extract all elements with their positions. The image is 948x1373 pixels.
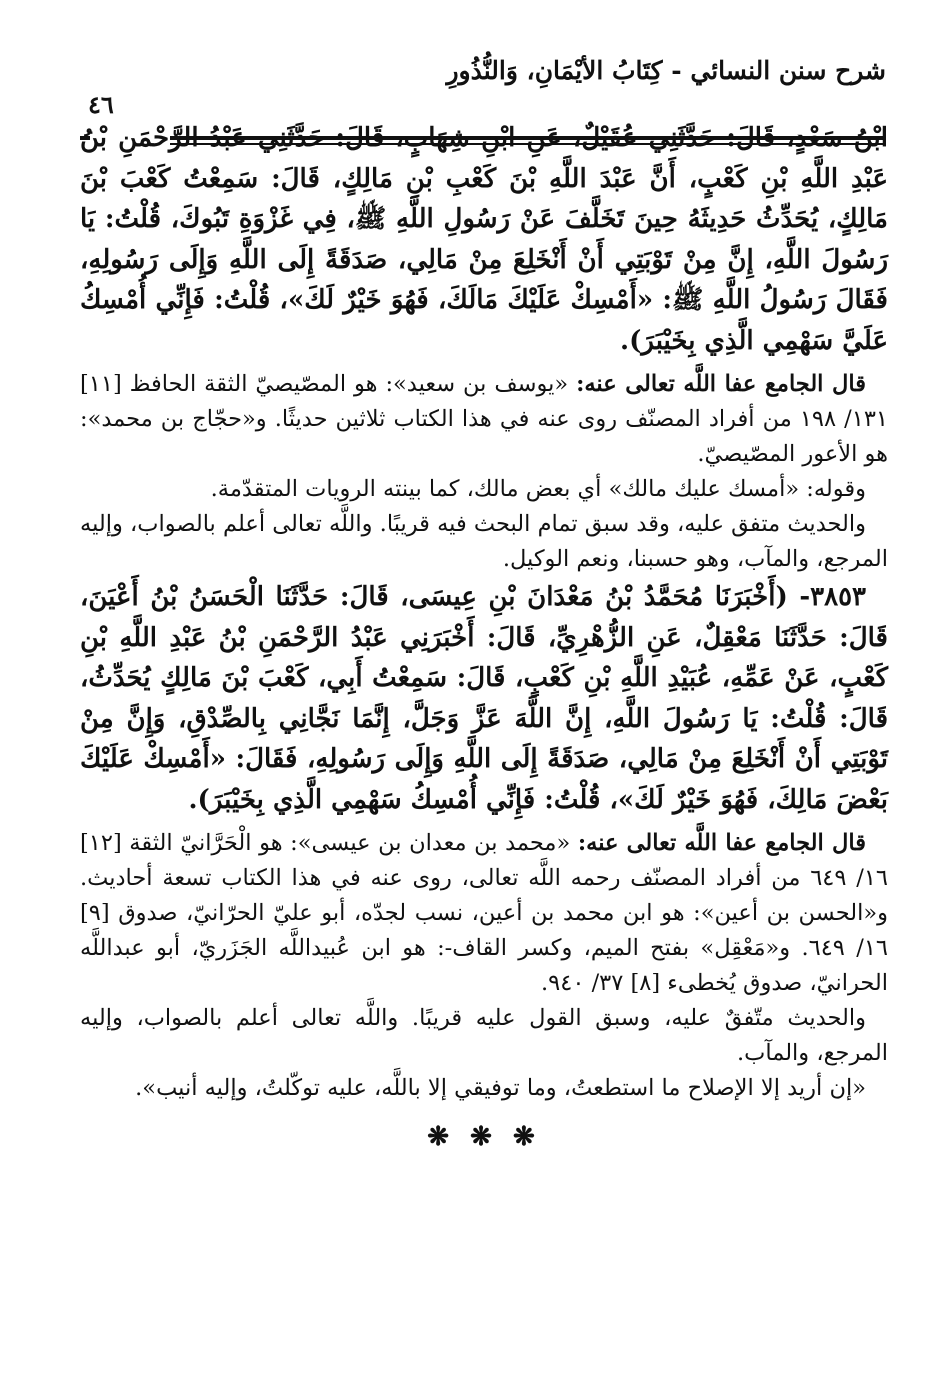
running-title: شرح سنن النسائي - كِتَابُ الأيْمَانِ، وَالنُّذُورِ bbox=[446, 56, 886, 85]
commentary-lead: قال الجامع عفا اللَّه تعالى عنه: bbox=[577, 830, 866, 856]
page-body bbox=[80, 118, 888, 1155]
commentary-paragraph bbox=[80, 367, 888, 472]
commentary-text: «محمد بن معدان بن عيسى»: هو الْحَرَّانيّ الثقة [١٢] ١٦/ ٦٤٩ من أفراد المصنّف رحمه اللَّه تعالى، روى عنه في هذا الكتاب تسعة أحاديث. و«الحسن بن أعين»: هو ابن محمد بن أعين، نسب لجدّه، أبو عليّ الحرّانيّ، صدوق [٩] ١٦/ ٦٤٩. و«مَعْقِل» بفتح الميم، وكسر القاف-: هو ابن عُبيداللَّه الجَزَريّ، أبو عبداللَّه الحرانيّ، صدوق يُخطىء [٨] ٣٧/ ٩٤٠. bbox=[80, 830, 888, 996]
hadith-3853: ٣٨٥٣- (أَخْبَرَنَا مُحَمَّدُ بْنُ مَعْدَانَ بْنِ عِيسَى، قَالَ: حَدَّثَنَا الْحَسَنُ بْنُ أَعْيَنَ، قَالَ: حَدَّثَنَا مَعْقِلٌ، عَنِ الزُّهْرِيِّ، قَالَ: أَخْبَرَنِي عَبْدُ الرَّحْمَنِ بْنُ عَبْدِ اللَّهِ بْنِ كَعْبٍ، عَنْ عَمِّهِ، عُبَيْدِ اللَّهِ بْنِ كَعْبٍ، قَالَ: سَمِعْتُ أَبِي، كَعْبَ بْنَ مَالِكٍ يُحَدِّثُ، قَالَ: قُلْتُ: يَا رَسُولَ اللَّهِ، إِنَّ اللَّهَ عَزَّ وَجَلَّ، إِنَّمَا نَجَّانِي بِالصِّدْقِ، وَإِنَّ مِنْ تَوْبَتِي أَنْ أَنْخَلِعَ مِنْ مَالِي، صَدَقَةً إِلَى اللَّهِ وَإِلَى رَسُولِهِ، فَقَالَ: «أَمْسِكْ عَلَيْكَ بَعْضَ مَالِكَ، فَهُوَ خَيْرٌ لَكَ»، قُلْتُ: فَإِنِّي أُمْسِكُ سَهْمِي الَّذِي بِخَيْبَرَ). bbox=[80, 582, 888, 815]
commentary-text: «يوسف بن سعيد»: هو المصّيصيّ الثقة الحافظ [١١] ١٣١/ ١٩٨ من أفراد المصنّف روى عنه في هذا الكتاب ثلاثين حديثًا. و«حجّاج بن محمد»: هو الأعور المصّيصيّ. bbox=[80, 371, 888, 467]
section-separator: ❋ ❋ ❋ bbox=[427, 1122, 541, 1152]
commentary-lead: قال الجامع عفا اللَّه تعالى عنه: bbox=[576, 371, 866, 397]
commentary-paragraph: وقوله: «أمسك عليك مالك» أي بعض مالك، كما بينته الرويات المتقدّمة. bbox=[210, 476, 866, 502]
commentary-paragraph: والحديث متّفقٌ عليه، وسبق القول عليه قريبًا. واللَّه تعالى أعلم بالصواب، وإليه المرجع، والمآب. bbox=[80, 1005, 888, 1066]
closing-quote: «إن أريد إلا الإصلاح ما استطعتُ، وما توفيقي إلا باللَّه، عليه توكّلتُ، وإليه أنيب». bbox=[135, 1075, 866, 1101]
commentary-paragraph: والحديث متفق عليه، وقد سبق تمام البحث فيه قريبًا. واللَّه تعالى أعلم بالصواب، وإليه المرجع، والمآب، وهو حسبنا، ونعم الوكيل. bbox=[80, 511, 888, 572]
page-number: ٤٦ bbox=[80, 90, 122, 120]
page-header bbox=[80, 50, 886, 119]
commentary-paragraph bbox=[80, 826, 888, 1001]
hadith-text-continued: ابْنُ سَعْدٍ، قَالَ: حَدَّثَنِي عُقَيْلٌ، عَنِ ابْنِ شِهَابٍ، قَالَ: حَدَّثَنِي عَبْدُ الرَّحْمَنِ بْنُ عَبْدِ اللَّهِ بْنِ كَعْبٍ، أَنَّ عَبْدَ اللَّهِ بْنَ كَعْبِ بْنِ مَالِكٍ، قَالَ: سَمِعْتُ كَعْبَ بْنَ مَالِكٍ، يُحَدِّثُ حَدِيثَهُ حِينَ تَخَلَّفَ عَنْ رَسُولِ اللَّهِ ﷺ، فِي غَزْوَةِ تَبُوكَ، قُلْتُ: يَا رَسُولَ اللَّهِ، إِنَّ مِنْ تَوْبَتِي أَنْ أَنْخَلِعَ مِنْ مَالِي، صَدَقَةً إِلَى اللَّهِ وَإِلَى رَسُولِهِ، فَقَالَ رَسُولُ اللَّهِ ﷺ: «أَمْسِكْ عَلَيْكَ مَالَكَ، فَهُوَ خَيْرٌ لَكَ»، قُلْتُ: فَإِنِّي أُمْسِكُ عَلَيَّ سَهْمِي الَّذِي بِخَيْبَرَ). bbox=[80, 123, 888, 356]
